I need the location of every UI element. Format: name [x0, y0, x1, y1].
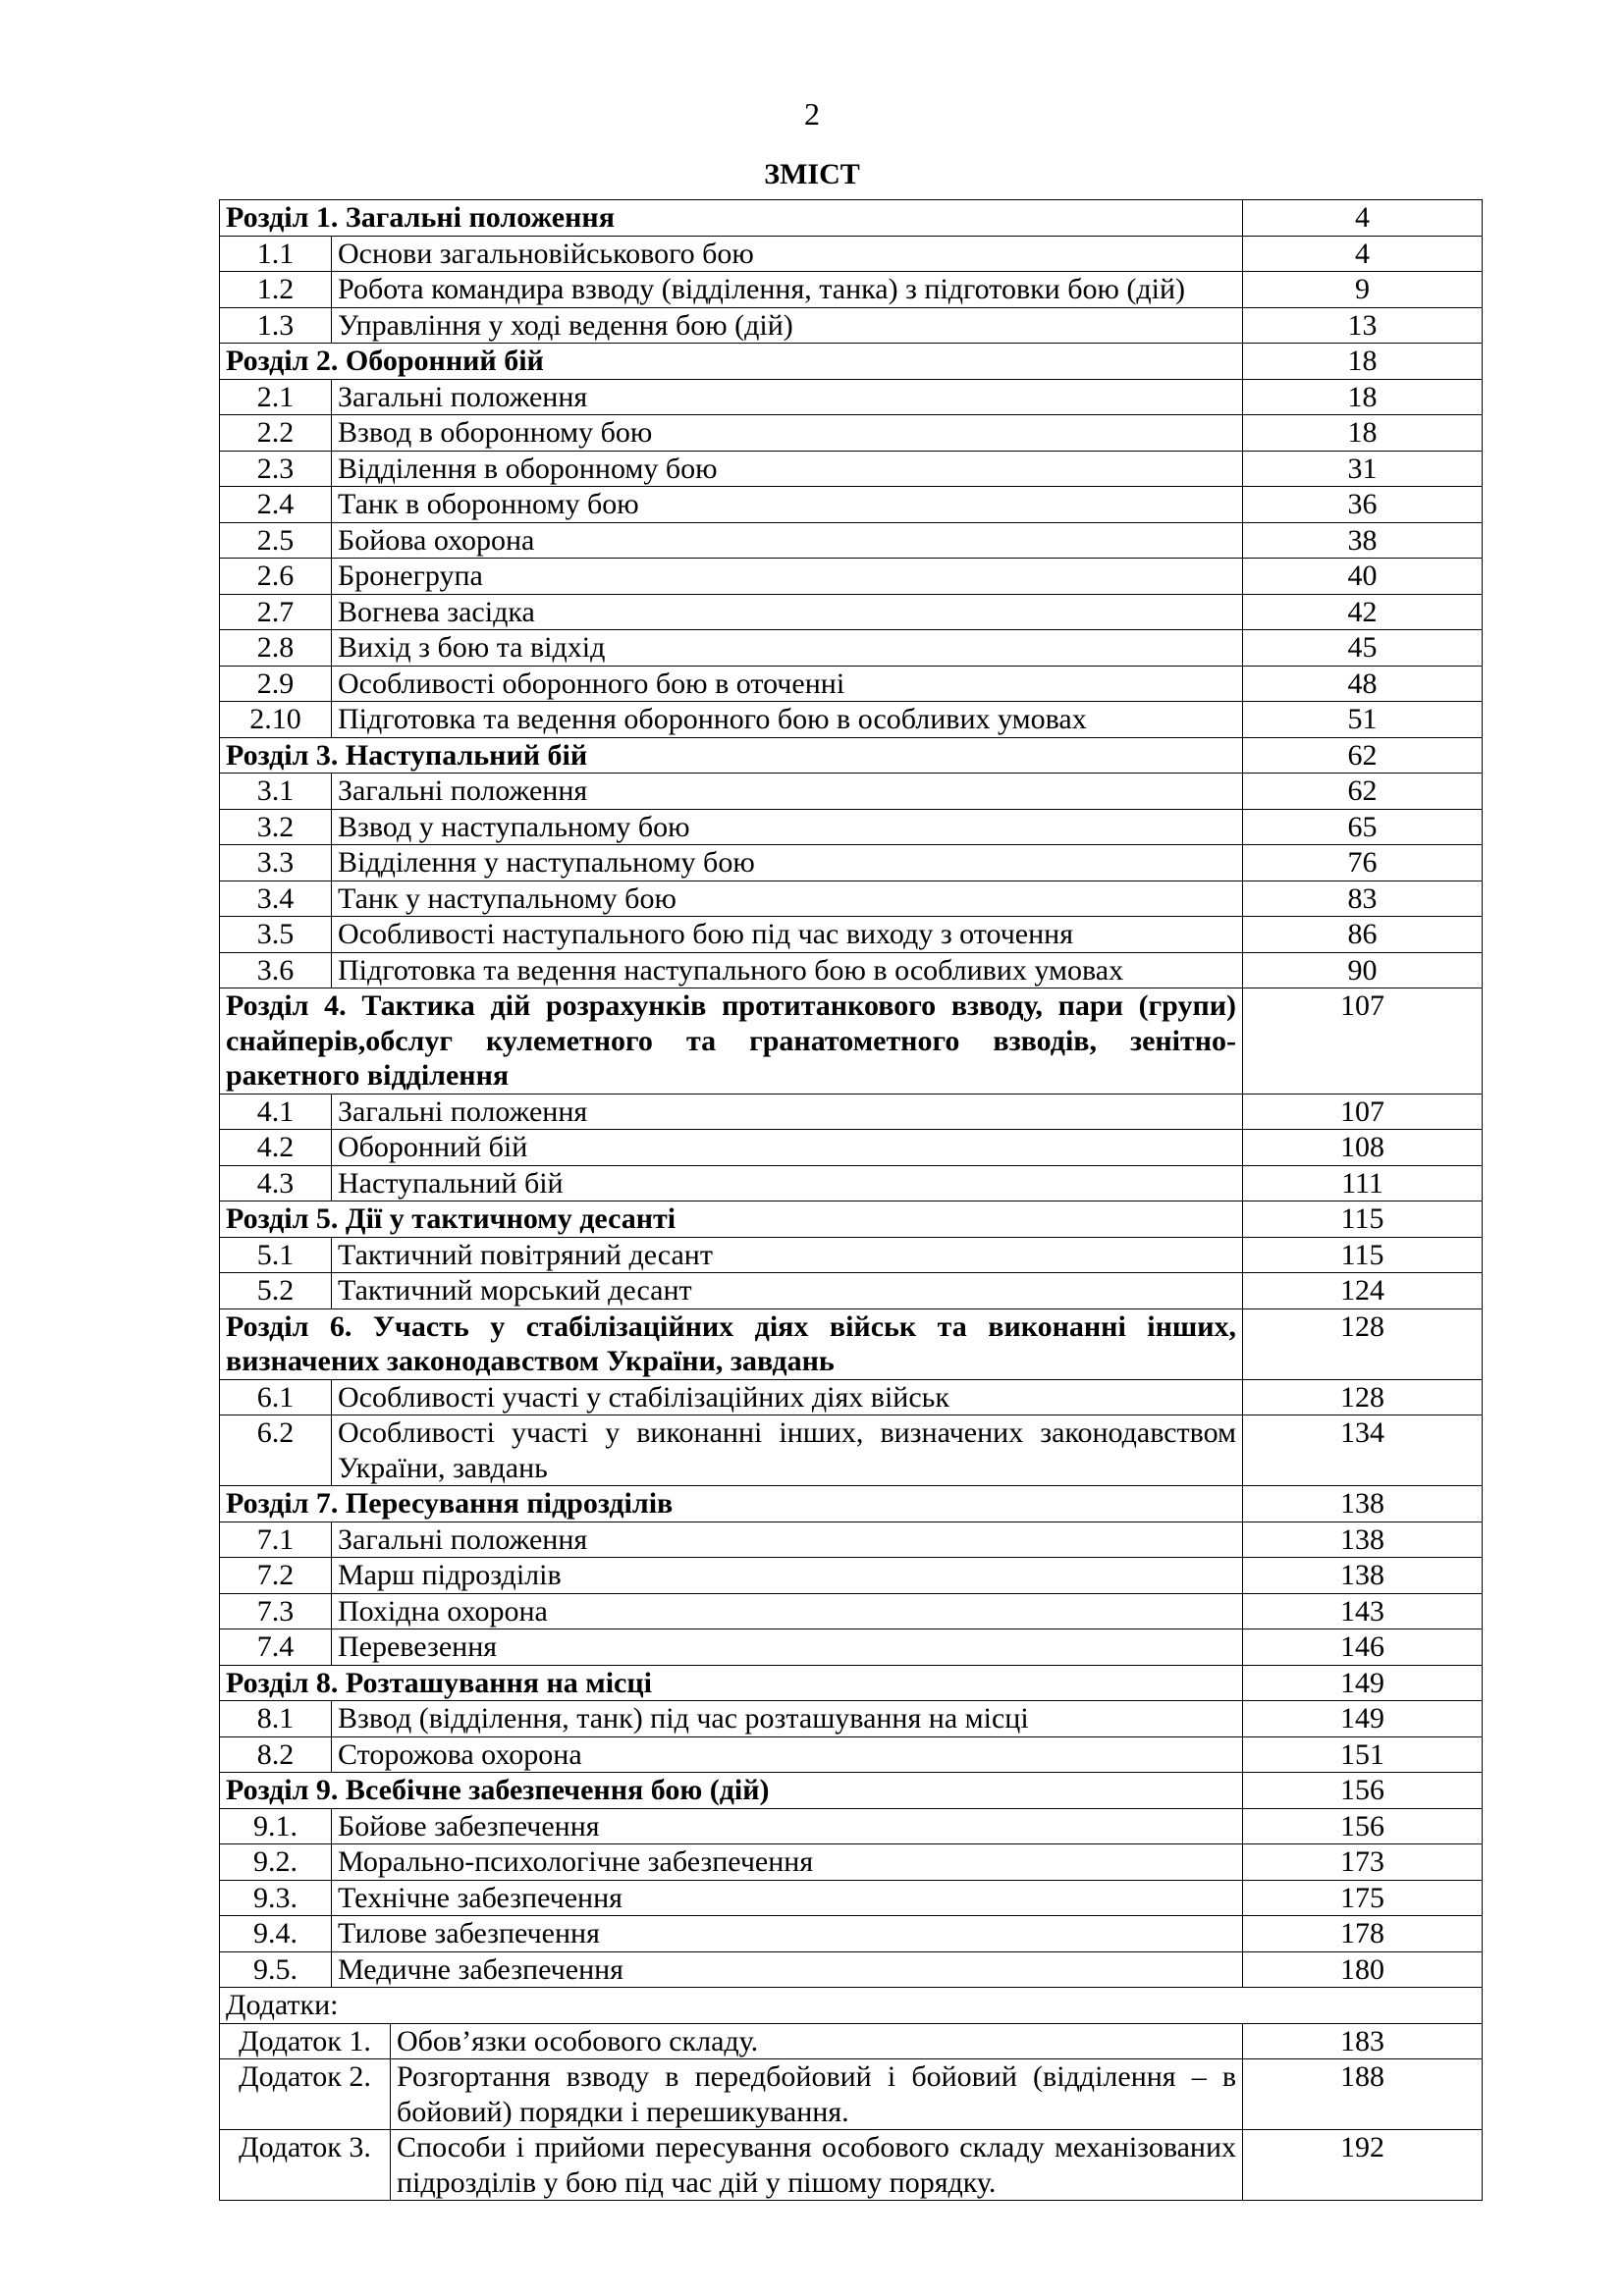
- subsection-number: 2.3: [220, 451, 332, 487]
- subsection-number: 8.2: [220, 1736, 332, 1773]
- subsection-number: 9.2.: [220, 1844, 332, 1881]
- subsection-number: 3.5: [220, 917, 332, 953]
- section-row: [220, 737, 1483, 774]
- subsection-page: 18: [1243, 379, 1483, 415]
- subsection-row: [220, 666, 1483, 702]
- subsection-title: Тактичний морський десант: [332, 1273, 1243, 1309]
- subsection-number: 2.10: [220, 702, 332, 738]
- section-row: [220, 344, 1483, 380]
- subsection-title: Управління у ході ведення бою (дій): [332, 307, 1243, 344]
- subsection-number: 2.8: [220, 630, 332, 667]
- subsection-number: 2.4: [220, 487, 332, 523]
- subsection-title: Загальні положення: [332, 774, 1243, 810]
- subsection-number: 2.1: [220, 379, 332, 415]
- subsection-number: 3.4: [220, 881, 332, 917]
- subsection-title: Наступальний бій: [332, 1165, 1243, 1201]
- subsection-number: 3.1: [220, 774, 332, 810]
- subsection-number: 2.5: [220, 522, 332, 559]
- appendix-number: Додаток 1.: [220, 2023, 391, 2059]
- subsection-row: [220, 236, 1483, 272]
- subsection-row: [220, 272, 1483, 308]
- subsection-row: [220, 917, 1483, 953]
- appendix-title: Розгортання взводу в передбойовий і бойовий (відділення – в бойовий) порядки і перешикування.: [391, 2059, 1243, 2130]
- subsection-title: Відділення у наступальному бою: [332, 845, 1243, 881]
- subsection-page: 38: [1243, 522, 1483, 559]
- section-page: 4: [1243, 200, 1483, 237]
- subsection-title: Особливості оборонного бою в оточенні: [332, 666, 1243, 702]
- subsection-page: 178: [1243, 1916, 1483, 1952]
- subsection-title: Взвод (відділення, танк) під час розташування на місці: [332, 1701, 1243, 1737]
- section-page: 62: [1243, 737, 1483, 774]
- appendix-row: [220, 2023, 1483, 2059]
- subsection-page: 36: [1243, 487, 1483, 523]
- appendix-row: [220, 2130, 1483, 2201]
- subsection-title: Марш підрозділів: [332, 1558, 1243, 1594]
- subsection-title: Оборонний бій: [332, 1130, 1243, 1166]
- subsection-row: [220, 415, 1483, 452]
- subsection-title: Бронегрупа: [332, 559, 1243, 595]
- subsection-title: Робота командира взводу (відділення, танка) з підготовки бою (дій): [332, 272, 1243, 308]
- subsection-number: 6.2: [220, 1415, 332, 1486]
- subsection-row: [220, 1880, 1483, 1916]
- subsection-number: 4.2: [220, 1130, 332, 1166]
- subsection-page: 134: [1243, 1415, 1483, 1486]
- section-row: [220, 1773, 1483, 1809]
- subsection-title: Взвод у наступальному бою: [332, 809, 1243, 845]
- subsection-row: [220, 1844, 1483, 1881]
- subsection-title: Основи загальновійськового бою: [332, 236, 1243, 272]
- section-row: [220, 1665, 1483, 1701]
- subsection-number: 9.5.: [220, 1951, 332, 1988]
- subsection-page: 4: [1243, 236, 1483, 272]
- subsection-number: 9.1.: [220, 1808, 332, 1844]
- section-title: Розділ 4. Тактика дій розрахунків протитанкового взводу, пари (групи) снайперів,обслуг кулеметного та гранатометного взводів, зенітно-ракетного відділення: [220, 988, 1243, 1095]
- subsection-row: [220, 774, 1483, 810]
- subsection-page: 13: [1243, 307, 1483, 344]
- section-title: Розділ 1. Загальні положення: [220, 200, 1243, 237]
- subsection-row: [220, 1273, 1483, 1309]
- subsection-row: [220, 1237, 1483, 1273]
- section-title: Розділ 7. Пересування підрозділів: [220, 1486, 1243, 1522]
- subsection-page: 128: [1243, 1379, 1483, 1415]
- subsection-page: 151: [1243, 1736, 1483, 1773]
- subsection-page: 9: [1243, 272, 1483, 308]
- subsection-row: [220, 1629, 1483, 1666]
- subsection-number: 1.2: [220, 272, 332, 308]
- subsection-row: [220, 1701, 1483, 1737]
- subsection-title: Відділення в оборонному бою: [332, 451, 1243, 487]
- subsection-title: Загальні положення: [332, 1522, 1243, 1558]
- subsection-number: 3.6: [220, 952, 332, 988]
- subsection-page: 108: [1243, 1130, 1483, 1166]
- subsection-title: Перевезення: [332, 1629, 1243, 1666]
- subsection-row: [220, 1415, 1483, 1486]
- section-page: 149: [1243, 1665, 1483, 1701]
- subsection-number: 2.7: [220, 594, 332, 630]
- subsection-page: 149: [1243, 1701, 1483, 1737]
- subsection-number: 2.9: [220, 666, 332, 702]
- subsection-row: [220, 1808, 1483, 1844]
- subsection-number: 1.1: [220, 236, 332, 272]
- subsection-page: 76: [1243, 845, 1483, 881]
- section-title: Розділ 8. Розташування на місці: [220, 1665, 1243, 1701]
- subsection-title: Похідна охорона: [332, 1593, 1243, 1629]
- subsection-title: Морально-психологічне забезпечення: [332, 1844, 1243, 1881]
- subsection-number: 5.2: [220, 1273, 332, 1309]
- subsection-title: Бойове забезпечення: [332, 1808, 1243, 1844]
- subsection-row: [220, 1379, 1483, 1415]
- subsection-title: Технічне забезпечення: [332, 1880, 1243, 1916]
- subsection-number: 1.3: [220, 307, 332, 344]
- subsection-row: [220, 1593, 1483, 1629]
- subsection-row: [220, 379, 1483, 415]
- subsection-number: 3.2: [220, 809, 332, 845]
- subsection-row: [220, 845, 1483, 881]
- section-page: 115: [1243, 1201, 1483, 1238]
- subsection-page: 65: [1243, 809, 1483, 845]
- subsection-number: 7.2: [220, 1558, 332, 1594]
- section-title: Розділ 6. Участь у стабілізаційних діях військ та виконанні інших, визначених законодавством України, завдань: [220, 1308, 1243, 1379]
- subsection-row: [220, 1558, 1483, 1594]
- section-title: Розділ 5. Дії у тактичному десанті: [220, 1201, 1243, 1238]
- subsection-title: Вогнева засідка: [332, 594, 1243, 630]
- appendix-page: 192: [1243, 2130, 1483, 2201]
- section-title: Розділ 9. Всебічне забезпечення бою (дій): [220, 1773, 1243, 1809]
- subsection-page: 111: [1243, 1165, 1483, 1201]
- subsection-page: 42: [1243, 594, 1483, 630]
- subsection-page: 115: [1243, 1237, 1483, 1273]
- subsection-row: [220, 881, 1483, 917]
- subsection-title: Вихід з бою та відхід: [332, 630, 1243, 667]
- appendix-title: Способи і прийоми пересування особового складу механізованих підрозділів у бою під час дій у пішому порядку.: [391, 2130, 1243, 2201]
- appendix-label-row: [220, 1988, 1483, 2024]
- subsection-number: 4.3: [220, 1165, 332, 1201]
- subsection-row: [220, 1130, 1483, 1166]
- subsection-page: 51: [1243, 702, 1483, 738]
- subsection-row: [220, 1094, 1483, 1130]
- subsection-page: 83: [1243, 881, 1483, 917]
- subsection-page: 48: [1243, 666, 1483, 702]
- subsection-row: [220, 1522, 1483, 1558]
- toc-title: ЗМІСТ: [764, 158, 860, 190]
- subsection-page: 143: [1243, 1593, 1483, 1629]
- subsection-number: 9.4.: [220, 1916, 332, 1952]
- appendix-row: [220, 2059, 1483, 2130]
- section-title: Розділ 2. Оборонний бій: [220, 344, 1243, 380]
- subsection-row: [220, 1736, 1483, 1773]
- subsection-title: Сторожова охорона: [332, 1736, 1243, 1773]
- subsection-number: 4.1: [220, 1094, 332, 1130]
- subsection-row: [220, 1916, 1483, 1952]
- subsection-title: Танк у наступальному бою: [332, 881, 1243, 917]
- section-row: [220, 1308, 1483, 1379]
- section-title: Розділ 3. Наступальний бій: [220, 737, 1243, 774]
- section-page: 156: [1243, 1773, 1483, 1809]
- subsection-title: Особливості наступального бою під час виходу з оточення: [332, 917, 1243, 953]
- subsection-page: 40: [1243, 559, 1483, 595]
- subsection-page: 156: [1243, 1808, 1483, 1844]
- subsection-page: 18: [1243, 415, 1483, 452]
- subsection-page: 107: [1243, 1094, 1483, 1130]
- subsection-page: 138: [1243, 1522, 1483, 1558]
- appendix-page: 188: [1243, 2059, 1483, 2130]
- section-page: 128: [1243, 1308, 1483, 1379]
- subsection-page: 45: [1243, 630, 1483, 667]
- page-number: 2: [804, 96, 820, 132]
- subsection-row: [220, 487, 1483, 523]
- subsection-row: [220, 702, 1483, 738]
- subsection-title: Тилове забезпечення: [332, 1916, 1243, 1952]
- section-row: [220, 1486, 1483, 1522]
- subsection-row: [220, 809, 1483, 845]
- subsection-row: [220, 594, 1483, 630]
- subsection-title: Тактичний повітряний десант: [332, 1237, 1243, 1273]
- subsection-number: 2.2: [220, 415, 332, 452]
- subsection-number: 7.1: [220, 1522, 332, 1558]
- subsection-number: 7.4: [220, 1629, 332, 1666]
- subsection-row: [220, 1951, 1483, 1988]
- subsection-title: Особливості участі у виконанні інших, визначених законодавством України, завдань: [332, 1415, 1243, 1486]
- subsection-number: 3.3: [220, 845, 332, 881]
- section-row: [220, 200, 1483, 237]
- appendix-label: Додатки:: [220, 1988, 1483, 2024]
- appendix-page: 183: [1243, 2023, 1483, 2059]
- subsection-number: 5.1: [220, 1237, 332, 1273]
- subsection-page: 175: [1243, 1880, 1483, 1916]
- subsection-title: Танк в оборонному бою: [332, 487, 1243, 523]
- subsection-page: 86: [1243, 917, 1483, 953]
- subsection-row: [220, 307, 1483, 344]
- subsection-row: [220, 559, 1483, 595]
- subsection-page: 31: [1243, 451, 1483, 487]
- subsection-number: 2.6: [220, 559, 332, 595]
- appendix-title: Обов’язки особового складу.: [391, 2023, 1243, 2059]
- subsection-page: 124: [1243, 1273, 1483, 1309]
- subsection-number: 8.1: [220, 1701, 332, 1737]
- subsection-number: 7.3: [220, 1593, 332, 1629]
- section-row: [220, 1201, 1483, 1238]
- subsection-title: Взвод в оборонному бою: [332, 415, 1243, 452]
- appendix-number: Додаток 3.: [220, 2130, 391, 2201]
- subsection-title: Особливості участі у стабілізаційних діях військ: [332, 1379, 1243, 1415]
- section-row: [220, 988, 1483, 1095]
- subsection-title: Бойова охорона: [332, 522, 1243, 559]
- subsection-page: 180: [1243, 1951, 1483, 1988]
- subsection-row: [220, 630, 1483, 667]
- appendix-number: Додаток 2.: [220, 2059, 391, 2130]
- subsection-page: 146: [1243, 1629, 1483, 1666]
- subsection-row: [220, 451, 1483, 487]
- subsection-page: 62: [1243, 774, 1483, 810]
- subsection-row: [220, 952, 1483, 988]
- subsection-row: [220, 1165, 1483, 1201]
- table-of-contents: [219, 199, 1483, 2201]
- section-page: 107: [1243, 988, 1483, 1095]
- subsection-page: 138: [1243, 1558, 1483, 1594]
- section-page: 18: [1243, 344, 1483, 380]
- subsection-number: 6.1: [220, 1379, 332, 1415]
- subsection-title: Медичне забезпечення: [332, 1951, 1243, 1988]
- subsection-title: Підготовка та ведення наступального бою в особливих умовах: [332, 952, 1243, 988]
- subsection-title: Підготовка та ведення оборонного бою в особливих умовах: [332, 702, 1243, 738]
- subsection-row: [220, 522, 1483, 559]
- subsection-title: Загальні положення: [332, 1094, 1243, 1130]
- subsection-title: Загальні положення: [332, 379, 1243, 415]
- section-page: 138: [1243, 1486, 1483, 1522]
- subsection-number: 9.3.: [220, 1880, 332, 1916]
- subsection-page: 90: [1243, 952, 1483, 988]
- subsection-page: 173: [1243, 1844, 1483, 1881]
